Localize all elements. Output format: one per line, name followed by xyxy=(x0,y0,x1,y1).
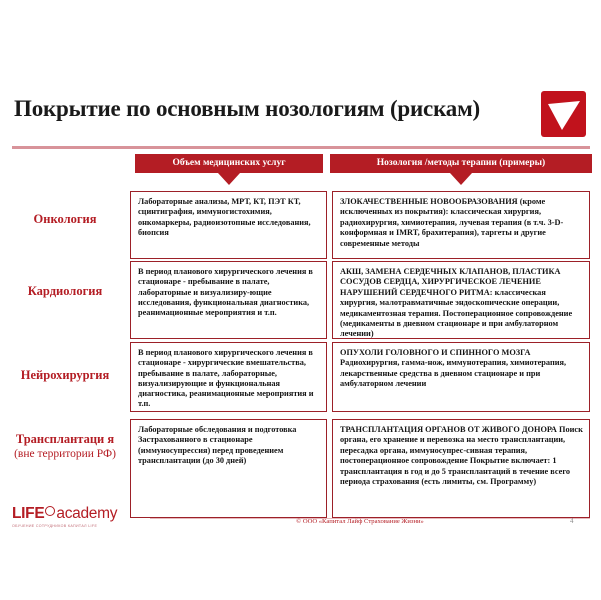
category-label-oncology: Онкология xyxy=(33,212,97,226)
services-box-transplantation: Лабораторные обследования и подготовка Застрахованного в стационаре (иммуносупрессия) перед проведением трансплантации (до 30 дней) xyxy=(130,419,327,518)
nosology-body-neurosurgery: Радиохирургия, гамма-нож, иммунотерапия, химиотерапия, лекарственные средства в дневном стационаре и при амбулаторном лечении xyxy=(340,358,567,389)
nosology-body-cardiology: классическая хирургия, малотравматичные эндоскопические операции, медикаментозная терапия. Постоперационное сопровождение (медикаменты в дневном стационаре и при амбулаторном лечении) xyxy=(340,287,573,339)
capital-life-logo-icon xyxy=(541,91,586,137)
life-academy-logo xyxy=(12,505,130,535)
nosology-box-neurosurgery xyxy=(332,342,590,412)
category-label-cardiology: Кардиология xyxy=(27,284,103,298)
category-label-transplantation: Трансплантаци я (вне территории РФ) xyxy=(2,432,128,461)
footer-copyright: © ООО «Капитал Лайф Страхование Жизни» xyxy=(296,518,424,525)
column-header-nosology: Нозология /методы терапии (примеры) xyxy=(330,154,592,173)
nosology-title-transplantation: ТРАНСПЛАНТАЦИЯ ОРГАНОВ ОТ ЖИВОГО ДОНОРА xyxy=(340,425,557,434)
nosology-title-oncology: ЗЛОКАЧЕСТВЕННЫЕ НОВООБРАЗОВАНИЯ xyxy=(340,197,518,206)
nosology-box-cardiology xyxy=(332,261,590,339)
page-title: Покрытие по основным нозологиям (рискам) xyxy=(14,96,480,121)
title-bar xyxy=(0,86,601,146)
nosology-box-transplantation xyxy=(332,419,590,518)
category-sublabel-transplantation: (вне территории РФ) xyxy=(14,448,116,460)
logo-tagline: ОБУЧЕНИЕ СОТРУДНИКОВ КАПИТАЛ LIFE xyxy=(12,524,98,528)
services-box-cardiology: В период планового хирургического лечения в стационаре - пребывание в палате, лабораторные и визуализиру-ющие исследования, функциональная диагностика, реанимационные мероприятия и т.п. xyxy=(130,261,327,339)
nosology-body-transplantation: Поиск органа, его хранение и перевозка на место трансплантации, пересадка органа, иммуносупрес-сивная терапия, постоперационное сопровождение Покрытие включает: 1 трансплантация в год и до 5 трансплантаций в течение всего периода страхования (есть лимиты, см. Программу) xyxy=(340,425,583,487)
logo-word-life: LIFE xyxy=(12,505,45,522)
title-divider xyxy=(12,146,590,149)
page-number: 4 xyxy=(570,517,574,525)
logo-word-academy: academy xyxy=(56,505,118,522)
category-label-neurosurgery: Нейрохирургия xyxy=(20,368,110,382)
nosology-title-neurosurgery: ОПУХОЛИ ГОЛОВНОГО И СПИННОГО МОЗГА xyxy=(340,348,531,357)
arrow-down-icon-services xyxy=(218,173,240,185)
logo-dot-icon xyxy=(45,506,55,516)
services-box-neurosurgery: В период планового хирургического лечения в стационаре - хирургические вмешательства, пребывание в палате, лабораторные, визуализирующие и функциональная диагностика, реанимационные мероприятия и т.п. xyxy=(130,342,327,412)
nosology-body-oncology: (кроме исключенных из покрытия): классическая хирургия, радиохирургия, химиотерапия, лучевая терапия (в т.ч. 3-D-конформная и IMRT, брахитерапия), таргеты и другие современные методы xyxy=(340,197,564,248)
nosology-box-oncology xyxy=(332,191,590,259)
services-box-oncology: Лабораторные анализы, МРТ, КТ, ПЭТ КТ, сцинтиграфия, иммуногистохимия, онкомаркеры, радиоизотопные исследования, биопсия xyxy=(130,191,327,259)
arrow-down-icon-nosology xyxy=(450,173,472,185)
nosology-title-cardiology: АКШ, ЗАМЕНА СЕРДЕЧНЫХ КЛАПАНОВ, ПЛАСТИКА СОСУДОВ СЕРДЦА, ХИРУРГИЧЕСКОЕ ЛЕЧЕНИЕ НАРУШЕНИЙ СЕРДЕЧНОГО РИТМА: xyxy=(340,267,561,297)
column-header-services: Объем медицинских услуг xyxy=(135,154,323,173)
